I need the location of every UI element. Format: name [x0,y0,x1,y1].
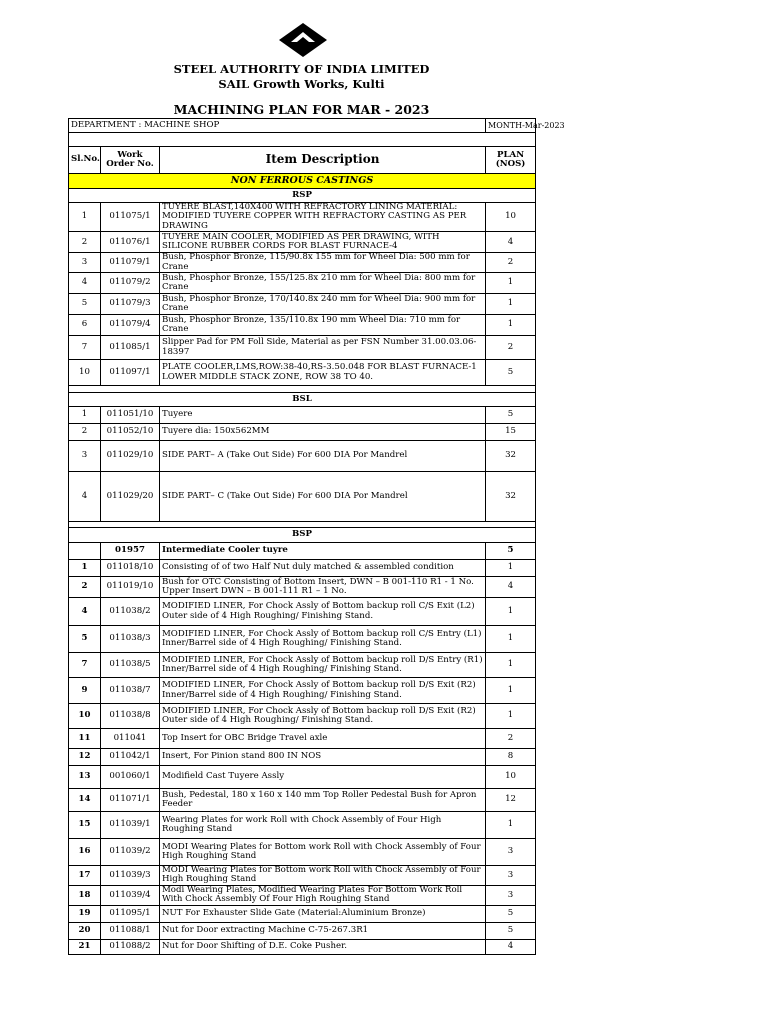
cell-work-order: 011071/1 [101,789,160,812]
cell-description: Bush, Phosphor Bronze, 155/125.8x 210 mm for Wheel Dia: 800 mm for Crane [160,273,486,294]
cell-description: SIDE PART– C (Take Out Side) For 600 DIA Por Mandrel [160,472,486,522]
table-row [69,905,536,922]
cell-description: TUYERE BLAST,140X400 WITH REFRACTORY LINING MATERIAL: MODIFIED TUYERE COPPER WITH REFRACTORY CASTING AS PER DRAWING [160,203,486,232]
spacer-row [69,386,536,393]
cell-sl: 5 [69,294,101,315]
table-row [69,653,536,678]
table-row [69,766,536,789]
table-row [69,839,536,866]
cell-sl: 19 [69,905,101,922]
category-row: NON FERROUS CASTINGS [69,174,536,189]
cell-plan: 3 [486,866,536,886]
cell-description: SIDE PART– A (Take Out Side) For 600 DIA Por Mandrel [160,441,486,472]
cell-plan: 5 [486,543,536,560]
cell-sl: 17 [69,866,101,886]
cell-work-order: 011079/4 [101,315,160,336]
cell-sl: 4 [69,472,101,522]
table-row [69,866,536,886]
col-header-item: Item Description [160,147,486,174]
table-row [69,626,536,653]
cell-description: MODIFIED LINER, For Chock Assly of Bottom backup roll D/S Exit (R2) Outer side of 4 High Roughing/ Finishing Stand. [160,704,486,729]
table-row [69,922,536,939]
cell-work-order: 011039/4 [101,885,160,905]
table-row [69,407,536,424]
cell-plan: 32 [486,441,536,472]
cell-work-order: 011041 [101,729,160,749]
table-row [69,749,536,766]
cell-work-order: 011088/1 [101,922,160,939]
cell-work-order: 001060/1 [101,766,160,789]
table-row [69,203,536,232]
cell-plan: 1 [486,598,536,626]
spacer-row [69,133,536,147]
cell-sl: 13 [69,766,101,789]
table-row [69,253,536,273]
cell-plan: 5 [486,407,536,424]
cell-description: Insert, For Pinion stand 800 IN NOS [160,749,486,766]
cell-plan: 4 [486,939,536,954]
cell-work-order: 011039/1 [101,812,160,839]
cell-work-order: 011088/2 [101,939,160,954]
cell-description: MODI Wearing Plates for Bottom work Roll with Chock Assembly of Four High Roughing Stand [160,866,486,886]
machining-plan-table [68,118,565,955]
cell-sl: 9 [69,678,101,704]
cell-plan: 5 [486,905,536,922]
cell-work-order: 011039/2 [101,839,160,866]
table-row [69,336,536,360]
cell-description: Modi Wearing Plates, Modified Wearing Plates For Bottom Work Roll With Chock Assembly Of Four High Roughing Stand [160,885,486,905]
cell-plan: 1 [486,812,536,839]
cell-description: Nut for Door extracting Machine C-75-267.3R1 [160,922,486,939]
cell-description: MODIFIED LINER, For Chock Assly of Bottom backup roll D/S Entry (R1) Inner/Barrel side of 4 High Roughing/ Finishing Stand. [160,653,486,678]
cell-plan: 10 [486,203,536,232]
section-header-row [69,528,536,543]
table-row [69,704,536,729]
cell-sl: 7 [69,336,101,360]
cell-work-order: 011038/7 [101,678,160,704]
cell-description: NUT For Exhauster Slide Gate (Material:Aluminium Bronze) [160,905,486,922]
cell-work-order: 011038/8 [101,704,160,729]
table-row [69,441,536,472]
cell-description: Slipper Pad for PM Foll Side, Material as per FSN Number 31.00.03.06-18397 [160,336,486,360]
cell-work-order: 011039/3 [101,866,160,886]
cell-sl: 16 [69,839,101,866]
cell-sl: 12 [69,749,101,766]
cell-description: TUYERE MAIN COOLER, MODIFIED AS PER DRAWING, WITH SILICONE RUBBER CORDS FOR BLAST FURNACE-4 [160,232,486,253]
cell-sl: 14 [69,789,101,812]
section-name: BSL [69,393,536,407]
table-row [69,939,536,954]
cell-plan: 2 [486,729,536,749]
spacer-cell [69,386,536,393]
cell-work-order: 011018/10 [101,560,160,577]
cell-plan: 1 [486,626,536,653]
cell-sl: 3 [69,441,101,472]
cell-sl: 2 [69,232,101,253]
cell-sl: 2 [69,424,101,441]
cell-sl [69,543,101,560]
unit-name: SAIL Growth Works, Kulti [218,77,385,91]
cell-work-order: 011038/3 [101,626,160,653]
cell-work-order: 011038/2 [101,598,160,626]
cell-plan: 1 [486,273,536,294]
cell-plan: 3 [486,885,536,905]
cell-description: MODIFIED LINER, For Chock Assly of Bottom backup roll C/S Entry (L1) Inner/Barrel side of 4 High Roughing/ Finishing Stand. [160,626,486,653]
table-row [69,598,536,626]
cell-sl: 15 [69,812,101,839]
table-row [69,294,536,315]
cell-plan: 1 [486,653,536,678]
cell-description: Top Insert for OBC Bridge Travel axle [160,729,486,749]
cell-work-order: 011095/1 [101,905,160,922]
col-header-sl: Sl.No. [69,147,101,174]
cell-work-order: 011029/20 [101,472,160,522]
cell-plan: 10 [486,766,536,789]
cell-sl: 3 [69,253,101,273]
cell-sl: 6 [69,315,101,336]
table-row [69,424,536,441]
table-row [69,315,536,336]
cell-work-order: 011075/1 [101,203,160,232]
cell-plan: 32 [486,472,536,522]
section-name: RSP [69,189,536,203]
cell-description: Nut for Door Shifting of D.E. Coke Pusher. [160,939,486,954]
cell-work-order: 011038/5 [101,653,160,678]
col-header-work-order: Work Order No. [101,147,160,174]
cell-plan: 2 [486,336,536,360]
table-row [69,729,536,749]
table-row [69,232,536,253]
cell-plan: 5 [486,360,536,386]
table-row [69,577,536,598]
cell-sl: 7 [69,653,101,678]
cell-work-order: 011079/1 [101,253,160,273]
table-row [69,789,536,812]
cell-plan: 3 [486,839,536,866]
month-label: MONTH-Mar-2023 [486,119,536,133]
cell-description: Consisting of of two Half Nut duly matched & assembled condition [160,560,486,577]
table-row [69,560,536,577]
cell-plan: 15 [486,424,536,441]
plan-title: MACHINING PLAN FOR MAR - 2023 [173,102,430,117]
cell-work-order: 011079/3 [101,294,160,315]
cell-sl: 10 [69,360,101,386]
table-row [69,543,536,560]
cell-sl: 5 [69,626,101,653]
cell-description: MODIFIED LINER, For Chock Assly of Bottom backup roll D/S Exit (R2) Inner/Barrel side of 4 High Roughing/ Finishing Stand. [160,678,486,704]
cell-description: Tuyere dia: 150x562MM [160,424,486,441]
table-row [69,678,536,704]
cell-plan: 4 [486,232,536,253]
cell-sl: 18 [69,885,101,905]
cell-description: Bush, Phosphor Bronze, 135/110.8x 190 mm Wheel Dia: 710 mm for Crane [160,315,486,336]
cell-description: Wearing Plates for work Roll with Chock Assembly of Four High Roughing Stand [160,812,486,839]
cell-sl: 1 [69,560,101,577]
cell-plan: 12 [486,789,536,812]
cell-description: PLATE COOLER,LMS,ROW:38-40,RS-3.50.048 FOR BLAST FURNACE-1 LOWER MIDDLE STACK ZONE, ROW 38 TO 40. [160,360,486,386]
cell-work-order: 01957 [101,543,160,560]
cell-plan: 1 [486,294,536,315]
cell-plan: 1 [486,678,536,704]
cell-work-order: 011029/10 [101,441,160,472]
cell-sl: 2 [69,577,101,598]
table-row [69,360,536,386]
table-row [69,885,536,905]
cell-plan: 8 [486,749,536,766]
cell-description: Bush, Pedestal, 180 x 160 x 140 mm Top Roller Pedestal Bush for Apron Feeder [160,789,486,812]
section-name: BSP [69,528,536,543]
cell-sl: 21 [69,939,101,954]
cell-plan: 5 [486,922,536,939]
cell-work-order: 011052/10 [101,424,160,441]
cell-sl: 1 [69,407,101,424]
cell-work-order: 011076/1 [101,232,160,253]
company-name: STEEL AUTHORITY OF INDIA LIMITED [173,62,430,76]
cell-description: Tuyere [160,407,486,424]
section-header-row [69,393,536,407]
cell-description: Modifield Cast Tuyere Assly [160,766,486,789]
cell-description: MODI Wearing Plates for Bottom work Roll with Chock Assembly of Four High Roughing Stand [160,839,486,866]
cell-sl: 1 [69,203,101,232]
department-label: DEPARTMENT : MACHINE SHOP [69,119,486,133]
table-row [69,273,536,294]
cell-plan: 4 [486,577,536,598]
cell-work-order: 011079/2 [101,273,160,294]
cell-description: Intermediate Cooler tuyre [160,543,486,560]
cell-plan: 2 [486,253,536,273]
col-header-plan: PLAN (NOS) [486,147,536,174]
cell-work-order: 011097/1 [101,360,160,386]
cell-description: MODIFIED LINER, For Chock Assly of Bottom backup roll C/S Exit (L2) Outer side of 4 High Roughing/ Finishing Stand. [160,598,486,626]
table-row [69,472,536,522]
table-row [69,812,536,839]
section-header-row [69,189,536,203]
cell-plan: 1 [486,560,536,577]
cell-sl: 4 [69,273,101,294]
cell-description: Bush for OTC Consisting of Bottom Insert, DWN – B 001-110 R1 - 1 No. Upper Insert DWN – B 001-111 R1 – 1 No. [160,577,486,598]
cell-description: Bush, Phosphor Bronze, 115/90.8x 155 mm for Wheel Dia: 500 mm for Crane [160,253,486,273]
cell-work-order: 011042/1 [101,749,160,766]
cell-work-order: 011085/1 [101,336,160,360]
cell-description: Bush, Phosphor Bronze, 170/140.8x 240 mm for Wheel Dia: 900 mm for Crane [160,294,486,315]
sail-logo-icon [278,22,328,58]
cell-sl: 10 [69,704,101,729]
cell-plan: 1 [486,315,536,336]
cell-plan: 1 [486,704,536,729]
cell-work-order: 011051/10 [101,407,160,424]
cell-work-order: 011019/10 [101,577,160,598]
cell-sl: 20 [69,922,101,939]
cell-sl: 4 [69,598,101,626]
cell-sl: 11 [69,729,101,749]
